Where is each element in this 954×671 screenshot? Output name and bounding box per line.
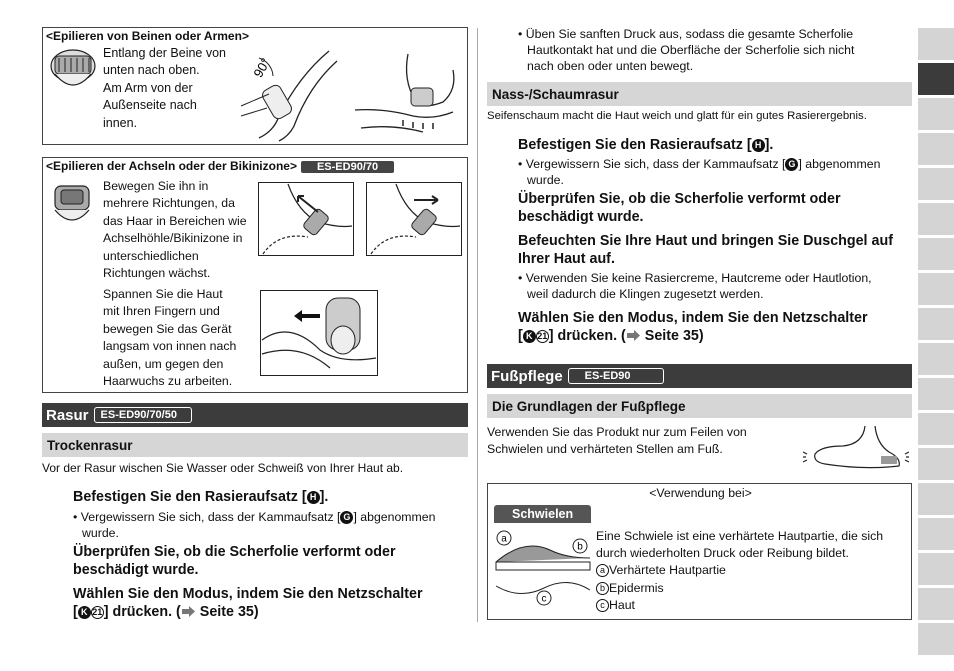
callus-info-box <box>487 483 912 620</box>
section-grundlagen: Die Grundlagen der Fußpflege <box>487 394 912 418</box>
underarm-illustration-2 <box>366 182 462 256</box>
section-fusspflege: Fußpflege ES-ED90 <box>487 364 912 388</box>
side-tab[interactable] <box>918 343 954 375</box>
box2-text-1: Bewegen Sie ihn in mehrere Richtungen, da das Haar in Bereichen wie Achselhöhle/Bikinizone in unterschiedlichen Richtungen wächst. <box>103 179 247 281</box>
right-step-attach-head: Befestigen Sie den Rasieraufsatz [ H ]. <box>518 137 774 153</box>
side-tab[interactable] <box>918 483 954 515</box>
foot-illustration <box>803 424 909 474</box>
side-tab[interactable] <box>918 623 954 655</box>
page-reference-arrow-icon <box>626 330 641 341</box>
leg-epilation-illustration <box>239 46 339 142</box>
box-title: <Epilieren der Achseln oder der Bikinizone> ES-ED90/70 <box>46 159 394 173</box>
model-tag: ES-ED90/70 <box>301 161 394 173</box>
side-tab[interactable] <box>918 273 954 305</box>
side-tab[interactable] <box>918 63 954 95</box>
model-tag: ES-ED90/70/50 <box>94 407 192 423</box>
trockenrasur-intro: Vor der Rasur wischen Sie Wasser oder Schweiß von Ihrer Haut ab. <box>42 461 404 475</box>
box2-text-2: Spannen Sie die Haut mit Ihren Fingern und bewegen Sie das Gerät langsam von innen nach außen, um gegen den Haarwuchs zu arbeiten. <box>103 287 237 389</box>
side-tab[interactable] <box>918 588 954 620</box>
arm-epilation-illustration <box>353 50 465 136</box>
svg-text:c: c <box>541 593 547 605</box>
column-divider <box>477 28 478 622</box>
side-tab[interactable] <box>918 28 954 60</box>
section-trockenrasur: Trockenrasur <box>42 433 468 457</box>
left-step-select-mode: Wählen Sie den Modus, indem Sie den Netzschalter [ K 21 ] drücken. ( Seite 35) <box>73 586 423 620</box>
section-nassrasur: Nass-/Schaumrasur <box>487 82 912 106</box>
callus-description: Eine Schwiele ist eine verhärtete Hautpartie, die sich durch wiederholten Druck oder Reibung bildet. a Verhärtete Hautpartie b Epidermis c Haut <box>596 529 884 612</box>
left-bullet-comb: • Vergewissern Sie sich, dass der Kammaufsatz [ G ] abgenommen wurde. <box>73 510 436 540</box>
underarm-illustration-1 <box>258 182 354 256</box>
right-top-bullet: • Üben Sie sanften Druck aus, sodass die gesamte Scherfolie Hautkontakt hat und die Oberfläche der Scherfolie sich nicht nach oben oder unten bewegt. <box>518 27 855 73</box>
side-tab[interactable] <box>918 378 954 410</box>
skin-cross-section-diagram <box>494 528 592 606</box>
right-bullet-cream: • Verwenden Sie keine Rasiercreme, Hautcreme oder Hautlotion, weil dadurch die Klingen zugesetzt werden. <box>518 271 872 301</box>
side-tab[interactable] <box>918 518 954 550</box>
side-tab[interactable] <box>918 133 954 165</box>
grundlagen-text: Verwenden Sie das Produkt nur zum Feilen von Schwielen und verhärteten Stellen am Fuß. <box>487 425 747 457</box>
side-tab-strip <box>918 28 954 658</box>
box-header: <Verwendung bei> <box>649 486 752 500</box>
right-bullet-comb: • Vergewissern Sie sich, dass der Kammaufsatz [ G ] abgenommen wurde. <box>518 157 881 187</box>
epilation-legs-arms-box <box>42 27 468 145</box>
svg-text:a: a <box>501 533 507 545</box>
right-step-check-foil: Überprüfen Sie, ob die Scherfolie verformt oder beschädigt wurde. <box>518 191 841 225</box>
epilation-underarm-bikini-box <box>42 157 468 393</box>
nassrasur-intro: Seifenschaum macht die Haut weich und glatt für ein gutes Rasierergebnis. <box>487 110 867 122</box>
callus-label: Schwielen <box>494 505 591 523</box>
epilator-head-icon <box>47 44 99 98</box>
box-title: <Epilieren von Beinen oder Armen> <box>46 29 249 43</box>
side-tab[interactable] <box>918 238 954 270</box>
model-tag: ES-ED90 <box>568 368 664 384</box>
skin-stretch-illustration <box>260 290 378 376</box>
section-rasur: Rasur ES-ED90/70/50 <box>42 403 468 427</box>
side-tab[interactable] <box>918 203 954 235</box>
side-tab[interactable] <box>918 413 954 445</box>
angle-label: 90° <box>250 55 274 80</box>
svg-text:b: b <box>577 541 583 553</box>
box1-text: Entlang der Beine von unten nach oben. Am Arm von der Außenseite nach innen. <box>103 46 227 130</box>
side-tab[interactable] <box>918 98 954 130</box>
page-reference-arrow-icon <box>181 606 196 617</box>
right-step-wet-skin: Befeuchten Sie Ihre Haut und bringen Sie Duschgel auf Ihrer Haut auf. <box>518 233 893 267</box>
side-tab[interactable] <box>918 308 954 340</box>
epilator-cap-icon <box>49 180 95 228</box>
side-tab[interactable] <box>918 553 954 585</box>
right-step-select-mode: Wählen Sie den Modus, indem Sie den Netzschalter [ K 21 ] drücken. ( Seite 35) <box>518 310 868 344</box>
side-tab[interactable] <box>918 168 954 200</box>
left-step-check-foil: Überprüfen Sie, ob die Scherfolie verformt oder beschädigt wurde. <box>73 544 396 578</box>
left-step-attach-head: Befestigen Sie den Rasieraufsatz [ H ]. <box>73 489 329 505</box>
side-tab[interactable] <box>918 448 954 480</box>
